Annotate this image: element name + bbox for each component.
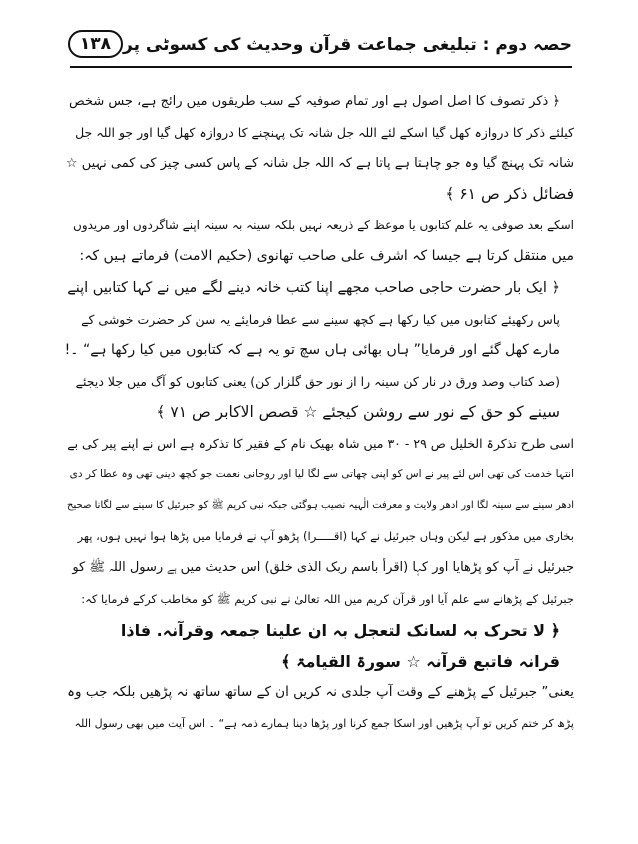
text-line: جبرئیل کے پڑھانے سے علم آیا اور قرآن کریم میں اللہ تعالیٰ نے نبی کریم ﷺ کو مخاطب کرکے فرمایا کہ:	[81, 591, 574, 606]
running-title: حصہ دوم : تبلیغی جماعت قرآن وحدیث کی کسوٹی پر	[123, 34, 572, 55]
text-line: شانہ تک پہنچ گیا وہ جو چاہتا ہے پاتا ہے کہ اللہ جل شانہ کے پاس کسی چیز کی کمی نہیں ☆	[65, 156, 574, 172]
text-line: مارے کھل گئے اور فرمایا” ہاں بھائی ہاں سچ تو یہ ہے کہ کتابوں میں کیا رکھا ہے“ ۔!	[64, 341, 560, 358]
text-line: اسی طرح تذکرۃ الخلیل ص ۲۹ - ۳۰ میں شاہ بھیک نام کے فقیر کا تذکرہ ہے اس نے اپنے پیر کی بے	[67, 436, 574, 452]
text-line: سینے کو حق کے نور سے روشن کیجئے ☆ قصص الاکابر ص ۷۱ ﴾	[156, 402, 560, 421]
text-line: میں منتقل کرتا ہے جیسا کہ اشرف علی صاحب تھانوی (حکیم الامت) فرماتے ہیں کہ:	[79, 248, 574, 265]
body-text	[64, 86, 574, 739]
text-line: ادھر سینے سے سینہ لگا اور ادھر ولایت و معرفت الٰہیہ نصیب ہوگئی جبکہ نبی کریم ﷺ کو جبرئیل کا سینے سے لگانا صحیح	[67, 500, 574, 512]
page-header	[70, 24, 572, 64]
text-line: پڑھ کر ختم کریں تو آپ پڑھیں اور اسکا جمع کرنا اور پڑھا دینا ہمارے ذمہ ہے“ ۔ اس آیت میں بھی رسول اللہ	[74, 716, 574, 730]
text-line: بخاری میں مذکور ہے لیکن وہاں جبرئیل نے کہا (اقـــــرا) پڑھو آپ نے فرمایا میں پڑھا ہوا نہیں ہوں، پھر	[77, 529, 574, 544]
text-line: انتہا خدمت کی تھی اس لئے پیر نے اس کو اپنی چھاتی سے لگا لیا اور روحانی نعمت جو کچھ دینی تھی وہ عطا کر دی	[69, 468, 574, 481]
text-line: فضائل ذکر ص ۶۱ ﴾	[445, 185, 574, 204]
text-line: پاس رکھیئے کتابوں میں کیا رکھا ہے کچھ سینے سے عطا فرمایئے یہ سن کر حضرت خوشی کے	[81, 311, 560, 327]
header-divider	[70, 66, 572, 68]
quranic-verse-line: ﴿ لا تحرک بہ لسانک لتعجل بہ ان علینا جمعہ وقرآنہ. فاذا	[120, 620, 560, 640]
quranic-verse-line: قرانہ فاتبع قرآنہ ☆ سورۃ القیامۃ ﴾	[281, 651, 560, 671]
text-line: کیلئے ذکر کا دروازہ کھل گیا اسکے لئے اللہ جل شانہ تک پہنچنے کا دروازہ کھل گیا اور جو اللہ جل	[75, 125, 574, 141]
text-line: (صد کتاب وصد ورق در نار کن سینہ را از نور حق گلزار کن) یعنی کتابوں کو آگ میں جلا دیجئے	[75, 373, 560, 389]
text-line: یعنی” جبرئیل کے پڑھنے کے وقت آپ جلدی نہ کریں ان کے ساتھ ساتھ نہ پڑھیں بلکہ جب وہ	[67, 683, 574, 700]
text-line: ﴿ ذکر تصوف کا اصل اصول ہے اور تمام صوفیہ کے سب طریقوں میں رائج ہے، جس شخص	[69, 94, 560, 109]
text-line: ﴿ ایک بار حضرت حاجی صاحب مجھے اپنا کتب خانہ دینے لگے میں نے کہا کتابیں اپنے	[67, 279, 560, 296]
text-line: جبرئیل نے آپ کو پڑھایا اور کہا (اقرأ باسم ربک الذی خلق) اس حدیث میں ہے رسول اللہ ﷺ کو	[72, 560, 574, 576]
text-line: اسکے بعد صوفی یہ علم کتابوں یا موعظ کے ذریعہ نہیں بلکہ سینہ بہ سینہ اپنے شاگردوں اور مریدوں	[73, 218, 574, 233]
page-number: ۱۳۸	[68, 30, 123, 58]
